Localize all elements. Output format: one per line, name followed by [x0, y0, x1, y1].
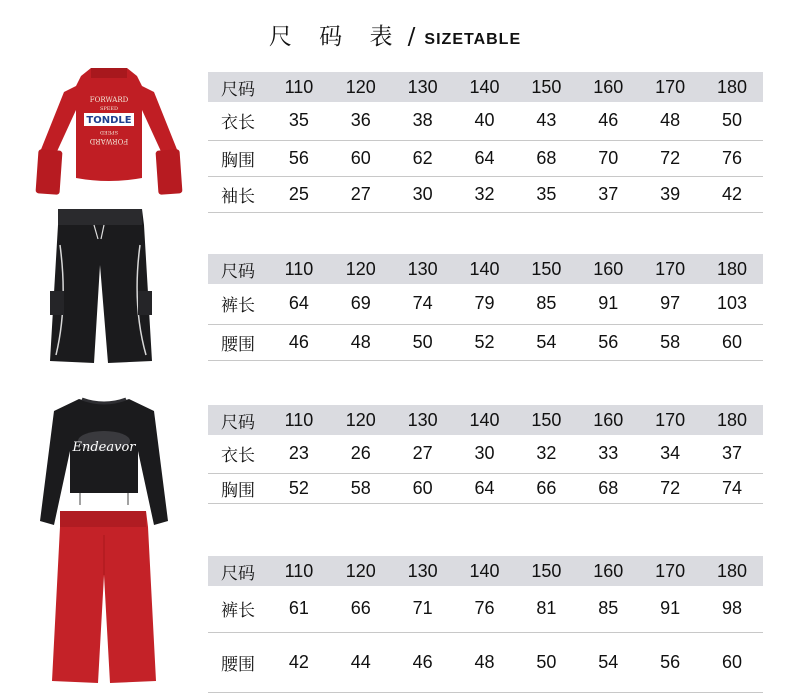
value-cell: 98 — [701, 586, 763, 632]
table-row — [208, 324, 763, 360]
value-cell: 48 — [639, 102, 701, 140]
size-cell: 140 — [454, 556, 516, 586]
value-cell: 85 — [516, 284, 578, 324]
size-cell: 180 — [701, 72, 763, 102]
table-row — [208, 473, 763, 503]
row-label: 裤长 — [208, 284, 268, 324]
value-cell: 60 — [701, 632, 763, 692]
page-title — [0, 18, 790, 51]
size-cell: 120 — [330, 72, 392, 102]
value-cell: 30 — [392, 176, 454, 212]
value-cell: 58 — [330, 473, 392, 503]
value-cell: 35 — [516, 176, 578, 212]
size-cell: 130 — [392, 556, 454, 586]
value-cell: 56 — [577, 324, 639, 360]
value-cell: 64 — [454, 140, 516, 176]
value-cell: 50 — [392, 324, 454, 360]
value-cell: 50 — [701, 102, 763, 140]
value-cell: 69 — [330, 284, 392, 324]
value-cell: 54 — [577, 632, 639, 692]
value-cell: 66 — [516, 473, 578, 503]
value-cell: 64 — [268, 284, 330, 324]
size-cell: 160 — [577, 405, 639, 435]
value-cell: 26 — [330, 435, 392, 473]
header-label: 尺码 — [208, 254, 268, 284]
value-cell: 64 — [454, 473, 516, 503]
table-row — [208, 176, 763, 212]
red-top-print-5: FORWARD — [89, 137, 129, 145]
value-cell: 70 — [577, 140, 639, 176]
value-cell: 39 — [639, 176, 701, 212]
row-label: 腰围 — [208, 324, 268, 360]
red-top-print-1: FORWARD — [89, 96, 129, 104]
value-cell: 81 — [516, 586, 578, 632]
size-cell: 110 — [268, 405, 330, 435]
row-label: 胸围 — [208, 140, 268, 176]
value-cell: 27 — [330, 176, 392, 212]
value-cell: 68 — [516, 140, 578, 176]
size-cell: 170 — [639, 405, 701, 435]
table-row — [208, 632, 763, 692]
size-cell: 170 — [639, 254, 701, 284]
size-cell: 140 — [454, 405, 516, 435]
black-pants-image — [46, 205, 156, 365]
value-cell: 37 — [701, 435, 763, 473]
value-cell: 68 — [577, 473, 639, 503]
size-cell: 110 — [268, 556, 330, 586]
value-cell: 60 — [701, 324, 763, 360]
value-cell: 85 — [577, 586, 639, 632]
size-table-top — [208, 72, 763, 213]
value-cell: 30 — [454, 435, 516, 473]
value-cell: 72 — [639, 473, 701, 503]
size-cell: 160 — [577, 254, 639, 284]
size-table-pants-2 — [208, 556, 763, 693]
size-table-top-2 — [208, 405, 763, 504]
value-cell: 46 — [392, 632, 454, 692]
value-cell: 50 — [516, 632, 578, 692]
value-cell: 103 — [701, 284, 763, 324]
value-cell: 23 — [268, 435, 330, 473]
value-cell: 97 — [639, 284, 701, 324]
size-cell: 120 — [330, 405, 392, 435]
size-cell: 130 — [392, 254, 454, 284]
value-cell: 72 — [639, 140, 701, 176]
value-cell: 56 — [639, 632, 701, 692]
size-cell: 110 — [268, 254, 330, 284]
size-table-pants-1 — [208, 254, 763, 361]
table-row — [208, 72, 763, 102]
table-row — [208, 254, 763, 284]
table-row — [208, 405, 763, 435]
size-cell: 170 — [639, 556, 701, 586]
table-row — [208, 140, 763, 176]
value-cell: 52 — [268, 473, 330, 503]
row-label: 裤长 — [208, 586, 268, 632]
value-cell: 48 — [454, 632, 516, 692]
size-cell: 180 — [701, 254, 763, 284]
size-cell: 170 — [639, 72, 701, 102]
row-label: 腰围 — [208, 632, 268, 692]
value-cell: 79 — [454, 284, 516, 324]
value-cell: 54 — [516, 324, 578, 360]
table-row — [208, 556, 763, 586]
value-cell: 74 — [392, 284, 454, 324]
size-cell: 180 — [701, 405, 763, 435]
table-row — [208, 435, 763, 473]
value-cell: 33 — [577, 435, 639, 473]
value-cell: 60 — [392, 473, 454, 503]
value-cell: 37 — [577, 176, 639, 212]
red-top-print-3: TONDLE — [86, 115, 132, 126]
size-cell: 150 — [516, 254, 578, 284]
value-cell: 48 — [330, 324, 392, 360]
title-en: SIZETABLE — [424, 31, 522, 48]
size-cell: 150 — [516, 72, 578, 102]
size-cell: 150 — [516, 405, 578, 435]
value-cell: 74 — [701, 473, 763, 503]
row-label: 胸围 — [208, 473, 268, 503]
size-cell: 120 — [330, 254, 392, 284]
header-label: 尺码 — [208, 556, 268, 586]
value-cell: 71 — [392, 586, 454, 632]
size-cell: 110 — [268, 72, 330, 102]
size-cell: 160 — [577, 556, 639, 586]
value-cell: 40 — [454, 102, 516, 140]
red-top-print-2: SPEED — [99, 106, 119, 112]
table-row — [208, 586, 763, 632]
size-cell: 150 — [516, 556, 578, 586]
value-cell: 62 — [392, 140, 454, 176]
red-top-image — [34, 66, 184, 201]
table-row — [208, 102, 763, 140]
red-pants-image — [48, 505, 160, 685]
value-cell: 91 — [639, 586, 701, 632]
size-cell: 130 — [392, 405, 454, 435]
header-label: 尺码 — [208, 72, 268, 102]
size-cell: 140 — [454, 254, 516, 284]
value-cell: 32 — [516, 435, 578, 473]
title-cn: 尺 码 表 — [268, 24, 403, 50]
red-top-print-4: SPEED — [99, 129, 119, 135]
value-cell: 58 — [639, 324, 701, 360]
value-cell: 66 — [330, 586, 392, 632]
size-cell: 180 — [701, 556, 763, 586]
value-cell: 43 — [516, 102, 578, 140]
size-cell: 120 — [330, 556, 392, 586]
value-cell: 76 — [701, 140, 763, 176]
row-label: 袖长 — [208, 176, 268, 212]
value-cell: 61 — [268, 586, 330, 632]
size-cell: 160 — [577, 72, 639, 102]
black-top-print: Endeavor — [72, 440, 136, 455]
size-cell: 130 — [392, 72, 454, 102]
value-cell: 38 — [392, 102, 454, 140]
value-cell: 46 — [268, 324, 330, 360]
value-cell: 91 — [577, 284, 639, 324]
value-cell: 42 — [268, 632, 330, 692]
row-label: 衣长 — [208, 435, 268, 473]
value-cell: 60 — [330, 140, 392, 176]
value-cell: 56 — [268, 140, 330, 176]
title-separator: / — [407, 24, 420, 50]
value-cell: 46 — [577, 102, 639, 140]
value-cell: 76 — [454, 586, 516, 632]
row-label: 衣长 — [208, 102, 268, 140]
value-cell: 42 — [701, 176, 763, 212]
value-cell: 36 — [330, 102, 392, 140]
value-cell: 35 — [268, 102, 330, 140]
value-cell: 32 — [454, 176, 516, 212]
value-cell: 25 — [268, 176, 330, 212]
value-cell: 34 — [639, 435, 701, 473]
table-row — [208, 284, 763, 324]
value-cell: 44 — [330, 632, 392, 692]
size-cell: 140 — [454, 72, 516, 102]
value-cell: 52 — [454, 324, 516, 360]
header-label: 尺码 — [208, 405, 268, 435]
value-cell: 27 — [392, 435, 454, 473]
